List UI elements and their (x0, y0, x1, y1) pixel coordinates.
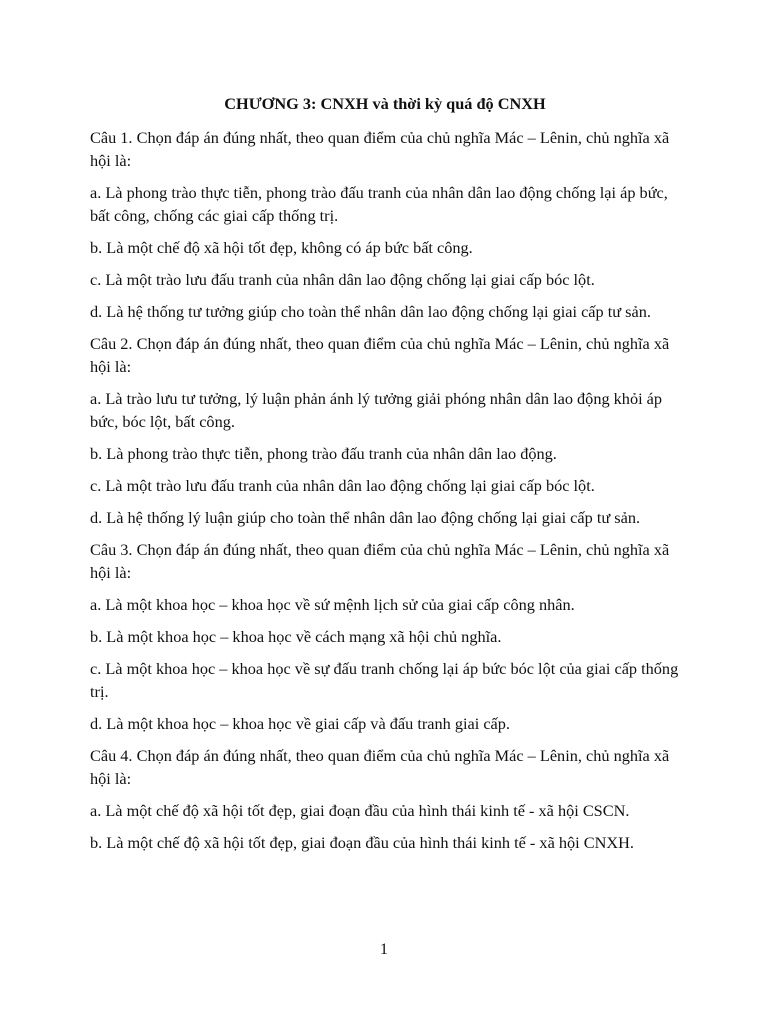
question-4-option-a: a. Là một chế độ xã hội tốt đẹp, giai đoạn đầu của hình thái kinh tế - xã hội CSCN. (90, 801, 630, 820)
question-3-option-a: a. Là một khoa học – khoa học về sứ mệnh lịch sử của giai cấp công nhân. (90, 595, 575, 614)
question-3-option-d: d. Là một khoa học – khoa học về giai cấp và đấu tranh giai cấp. (90, 714, 510, 733)
question-1: Câu 1. Chọn đáp án đúng nhất, theo quan điểm của chủ nghĩa Mác – Lênin, chủ nghĩa xã hội là: (90, 128, 670, 170)
question-2-option-c: c. Là một trào lưu đấu tranh của nhân dân lao động chống lại giai cấp bóc lột. (90, 476, 595, 495)
question-3-option-c: c. Là một khoa học – khoa học về sự đấu tranh chống lại áp bức bóc lột của giai cấp thống trị. (90, 659, 679, 701)
question-2-option-b: b. Là phong trào thực tiễn, phong trào đấu tranh của nhân dân lao động. (90, 444, 557, 463)
question-4: Câu 4. Chọn đáp án đúng nhất, theo quan điểm của chủ nghĩa Mác – Lênin, chủ nghĩa xã hội là: (90, 746, 670, 788)
question-1-option-d: d. Là hệ thống tư tưởng giúp cho toàn thể nhân dân lao động chống lại giai cấp tư sản. (90, 302, 651, 321)
page-number: 1 (379, 939, 389, 958)
document-page (90, 92, 680, 863)
question-1-option-a: a. Là phong trào thực tiễn, phong trào đấu tranh của nhân dân lao động chống lại áp bức, bất công, chống các giai cấp thống trị. (90, 183, 668, 225)
question-3-option-b: b. Là một khoa học – khoa học về cách mạng xã hội chủ nghĩa. (90, 627, 502, 646)
chapter-title: CHƯƠNG 3: CNXH và thời kỳ quá độ CNXH (224, 94, 546, 113)
question-2-option-d: d. Là hệ thống lý luận giúp cho toàn thể nhân dân lao động chống lại giai cấp tư sản. (90, 508, 641, 527)
question-1-option-c: c. Là một trào lưu đấu tranh của nhân dân lao động chống lại giai cấp bóc lột. (90, 270, 595, 289)
question-1-option-b: b. Là một chế độ xã hội tốt đẹp, không có áp bức bất công. (90, 238, 473, 257)
question-2-option-a: a. Là trào lưu tư tưởng, lý luận phản ánh lý tưởng giải phóng nhân dân lao động khỏi áp bức, bóc lột, bất công. (90, 389, 663, 431)
question-3: Câu 3. Chọn đáp án đúng nhất, theo quan điểm của chủ nghĩa Mác – Lênin, chủ nghĩa xã hội là: (90, 540, 670, 582)
question-4-option-b: b. Là một chế độ xã hội tốt đẹp, giai đoạn đầu của hình thái kinh tế - xã hội CNXH. (90, 833, 634, 852)
question-2: Câu 2. Chọn đáp án đúng nhất, theo quan điểm của chủ nghĩa Mác – Lênin, chủ nghĩa xã hội là: (90, 334, 670, 376)
